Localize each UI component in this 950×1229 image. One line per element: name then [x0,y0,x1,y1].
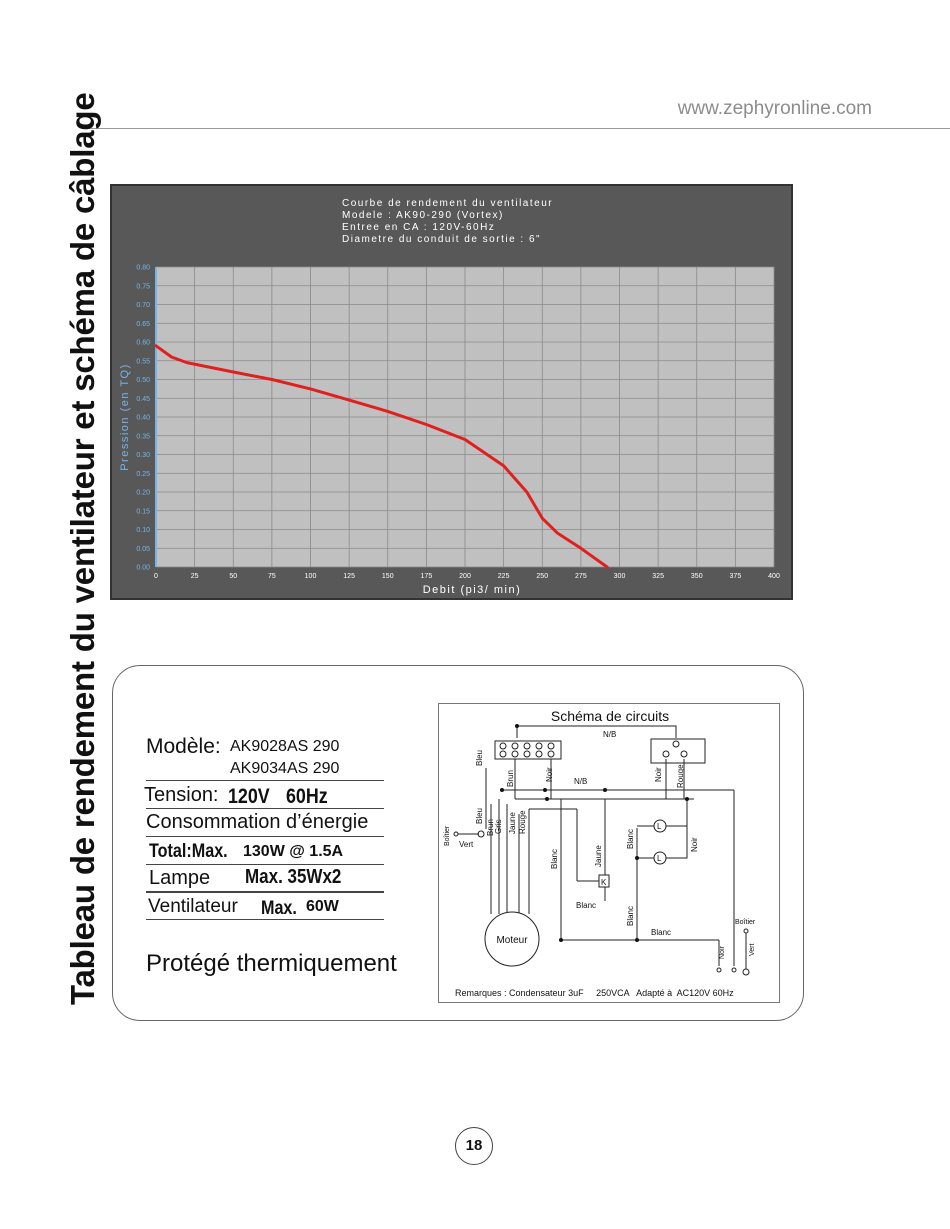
chart-svg [112,186,791,598]
label-boitier-left: Boîtier [444,825,451,846]
label-jaune-mid: Jaune [508,812,517,834]
chart-title [342,198,553,245]
label-rouge-mid: Rouge [518,810,527,834]
x-tick-label: 375 [729,573,742,580]
x-tick-label: 400 [768,573,780,580]
chart-title-line-3: Entree en CA : 120V-60Hz [342,222,496,233]
x-tick-label: 300 [613,573,626,580]
wire-nb-top [517,726,676,738]
terminal-block-right [651,739,705,763]
x-tick-label: 225 [497,573,510,580]
y-axis-label: Pression (en TQ) [119,363,131,471]
capacitor-symbol: K [601,878,607,887]
label-bleu-mid: Bleu [475,807,484,824]
x-tick-label: 125 [343,573,355,580]
y-tick-label: 0.70 [136,302,150,309]
spec-divider [146,864,384,865]
y-tick-label: 0.00 [136,564,150,572]
spec-divider [146,891,384,893]
label-noir-top: Noir [545,767,554,782]
lamp-1-symbol: L [657,822,662,831]
model-1: AK9028AS 290 [230,738,340,755]
chart-title-line-2: Modele : AK90-290 (Vortex) [342,210,504,221]
terminal-noir-out [732,968,736,972]
label-blanc-1: Blanc [550,848,559,869]
x-tick-label: 25 [190,573,199,580]
fan-value: 60W [306,898,339,915]
x-tick-label: 100 [304,573,317,580]
spec-divider [146,919,384,920]
label-blanc-2: Blanc [626,828,635,849]
y-tick-label: 0.60 [136,339,150,347]
y-tick-label: 0.75 [136,283,150,291]
label-blanc-4: Blanc [651,928,672,937]
fan-label: Ventilateur [148,896,238,917]
spec-divider [146,808,384,809]
wire-lamps-noir [666,826,687,858]
y-tick-label: 0.45 [136,395,150,403]
y-tick-label: 0.20 [136,489,150,497]
terminal-block-right-pins [663,741,687,757]
y-tick-label: 0.65 [136,320,150,328]
page-number: 18 [455,1127,493,1165]
tension-label: Tension: [144,784,219,806]
x-tick-label: 150 [381,573,394,580]
fan-max-label: Max. [261,898,297,919]
label-nb-top: N/B [603,730,617,739]
label-brun-mid: Brun [486,819,495,836]
page-title: Tableau de rendement du ventilateur et schéma de câblage [64,92,101,1005]
label-noir-lamps: Noir [690,837,699,852]
y-tick-label: 0.30 [136,452,150,459]
x-tick-label: 325 [652,573,664,580]
circuit-remarks: Remarques : Condensateur 3uF 250VCA Adapté à AC120V 60Hz [455,988,734,998]
header-divider [88,128,950,129]
fan-performance-chart [110,184,793,600]
y-tick-label: 0.40 [136,414,150,422]
label-nb-mid: N/B [574,777,588,786]
label-vert-right: Vert [749,943,756,956]
label-blanc-3: Blanc [626,905,635,926]
x-tick-label: 200 [459,573,471,580]
label-jaune-cap: Jaune [594,845,603,867]
lamp-label: Lampe [149,867,211,889]
y-tick-label: 0.50 [136,377,150,384]
label-rouge-right: Rouge [676,764,685,788]
ground-terminal-left [454,832,458,836]
label-blanc-cap: Blanc [576,901,597,910]
y-tick-label: 0.35 [136,433,150,441]
total-value: 130W @ 1.5A [243,843,344,860]
model-label: Modèle: [146,735,221,758]
x-tick-label: 350 [690,573,703,580]
lamp-value: Max. 35Wx2 [245,866,342,888]
chart-title-line-1: Courbe de rendement du ventilateur [342,198,554,209]
y-tick-label: 0.15 [136,508,150,516]
motor-label: Moteur [496,935,528,946]
circuit-svg [439,704,779,1002]
terminal-blanc-out [717,968,721,972]
ground-terminal-right [744,929,748,933]
label-bleu-top: Bleu [475,749,484,766]
label-brun-top: Brun [506,770,515,787]
website-url: www.zephyronline.com [677,98,872,119]
label-gris: Gris [494,819,503,834]
x-axis-label: Debit (pi3/ min) [422,584,522,596]
tension-frequency: 60Hz [286,785,328,808]
x-tick-label: 50 [229,573,238,580]
model-2: AK9034AS 290 [230,760,340,777]
y-tick-label: 0.80 [136,264,150,272]
y-tick-label: 0.05 [136,545,150,553]
y-tick-label: 0.55 [136,358,150,366]
label-vert-left: Vert [459,840,474,849]
spec-divider [146,836,384,837]
x-tick-label: 275 [575,573,587,580]
label-noir-bottom: Noir [719,946,726,959]
x-tick-label: 0 [154,573,158,580]
circuit-title: Schéma de circuits [550,708,670,724]
x-tick-label: 250 [536,573,549,580]
thermal-protection-note: Protégé thermiquement [146,950,397,977]
circuit-diagram [438,703,780,1003]
y-tick-label: 0.10 [136,527,150,534]
tension-value: 120V [228,785,270,808]
x-tick-label: 75 [267,573,276,580]
y-tick-label: 0.25 [136,470,150,478]
lamp-2-symbol: L [657,854,662,863]
total-label: Total:Max. [149,841,228,862]
chart-title-line-4: Diametre du conduit de sortie : 6" [342,234,542,245]
label-boitier-right: Boîtier [735,919,756,926]
ground-symbol-right [743,969,749,975]
terminal-block-left-pins [500,743,554,757]
label-noir-right: Noir [654,767,663,782]
x-tick-label: 175 [420,573,433,580]
spec-divider [146,780,384,781]
consumption-label: Consommation d’énergie [146,811,369,833]
